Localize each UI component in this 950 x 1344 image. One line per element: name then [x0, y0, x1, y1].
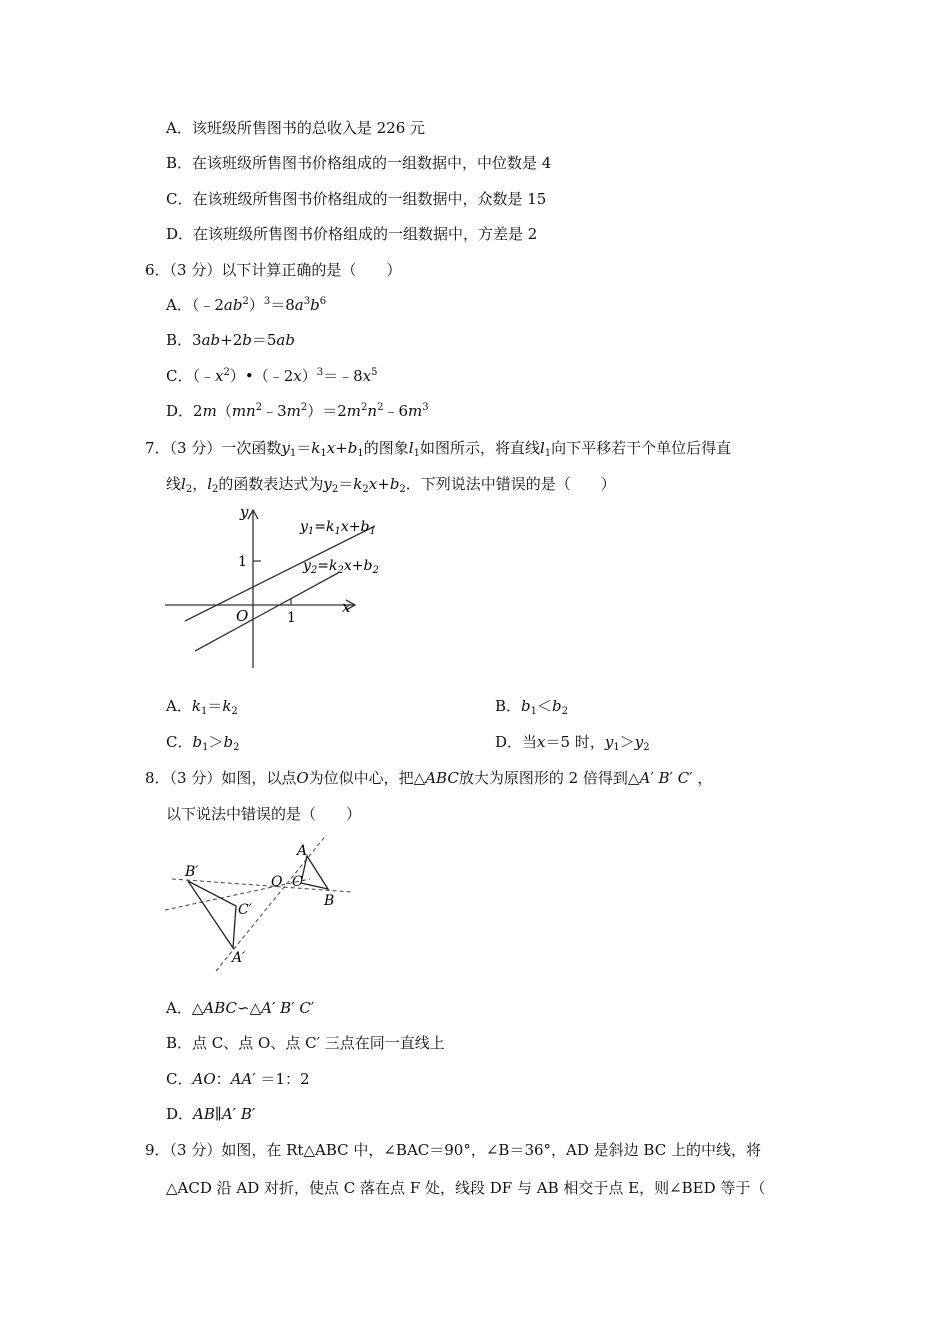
q7-stem-part: ．下列说法中错误的是（ ）: [405, 475, 616, 493]
q6-option-c: C．$(﹣x^2)•(﹣2x)^3=﹣8x^5$: [166, 367, 378, 385]
option-label: D．: [166, 1105, 194, 1123]
q7-stem-part: ，: [192, 475, 208, 493]
q8-option-a: A．△ABC∽△A′ B′ C′: [166, 999, 315, 1017]
q6-option-a: A．$(﹣2ab^2)^3=8a^3b^6$: [166, 296, 327, 314]
q8-stem-line1: 8．（3 分）如图，以点O为位似中心，把△ABC放大为原图形的 2 倍得到△A′ B′ C′ ，: [145, 769, 713, 787]
label-c-prime: C′: [238, 902, 252, 918]
q7-graph-figure: [160, 500, 390, 670]
option-label: C．: [166, 367, 193, 385]
q9-stem-line1: [145, 1140, 761, 1160]
label-c: C: [292, 874, 303, 890]
q7-option-d: D．当x＝5 时，$y_1>y_2$: [495, 733, 650, 753]
label-a-prime: A′: [232, 950, 246, 966]
option-label: C．: [166, 733, 193, 751]
q7-stem-part: 的函数表达式为: [218, 475, 324, 493]
option-label: B．: [495, 697, 522, 715]
q8-option-c: C．AO：AA′ ＝1：2: [166, 1070, 310, 1088]
q7-stem-part: 线: [166, 475, 182, 493]
line2-equation: $y_2=k_2x+b_2$: [303, 558, 379, 576]
label-a: A: [297, 843, 308, 859]
q6-number: 6．: [145, 261, 170, 279]
x-axis-label: x: [342, 598, 351, 616]
q8-similarity-figure: [160, 835, 370, 980]
q7-stem-part: 的图象: [363, 439, 409, 457]
q5-option-b: B．在该班级所售图书价格组成的一组数据中，中位数是 4: [166, 154, 552, 172]
q5-option-a: A．该班级所售图书的总收入是 226 元: [166, 119, 426, 137]
q6-option-d: D．$2m(mn^2﹣3m^2)=2m^2n^2﹣6m^3$: [166, 402, 429, 420]
q9-number: 9．: [145, 1141, 170, 1159]
dashed-line-bb: [172, 879, 352, 892]
q6-stem: [145, 260, 401, 280]
q7-stem-part: 向下平移若干个单位后得直: [551, 439, 732, 457]
origin-label: O: [236, 607, 249, 625]
q5-option-c: C．在该班级所售图书价格组成的一组数据中，众数是 15: [166, 190, 547, 208]
triangle-a-prime-b-prime-c-prime: [188, 881, 236, 948]
q8-option-d: D．AB∥A′ B′: [166, 1105, 256, 1123]
q8-option-b: [166, 1033, 445, 1053]
q7-option-a: A．$k_1=k_2$: [166, 697, 238, 717]
q7-stem-part: 如图所示，将直线: [419, 439, 540, 457]
q7-option-c: C．$b_1>b_2$: [166, 733, 240, 753]
option-label: B．: [166, 331, 193, 349]
option-label: A．: [166, 296, 192, 314]
q8-stem-part: （3 分）如图，以点: [169, 769, 297, 787]
option-label: D．: [495, 733, 523, 751]
line1-equation: $y_1=k_1x+b_1$: [300, 519, 376, 537]
q8-stem-part: 为位似中心，把△: [308, 769, 426, 787]
y-tick-label: 1: [238, 554, 247, 570]
q7-number: 7．: [145, 439, 170, 457]
label-b: B: [324, 893, 335, 909]
q9-stem-text: （3 分）如图，在 Rt△ABC 中，∠BAC＝90°，∠B＝36°，AD 是斜边 BC 上的中线，将: [169, 1141, 761, 1159]
label-o: O: [271, 874, 283, 890]
option-text: ＝5 时，: [545, 733, 605, 751]
q8-stem-part: 放大为原图形的 2 倍得到△: [458, 769, 640, 787]
line-l2: [195, 573, 338, 651]
option-label: D．: [166, 402, 194, 420]
q7-stem-line1: 7．（3 分）一次函数$y_1=k_1x+b_1$的图象$l_1$如图所示，将直线$l_1$向下平移若干个单位后得直: [145, 439, 732, 459]
option-label: A．: [166, 697, 192, 715]
q8-number: 8．: [145, 769, 170, 787]
q6-option-b: B．3ab+2b＝5ab: [166, 331, 295, 349]
option-text: 当: [522, 733, 538, 751]
option-label: B．: [166, 1034, 193, 1052]
q7-option-b: B．$b_1<b_2$: [495, 697, 569, 717]
option-label: A．: [166, 999, 192, 1017]
q8-stem-line2: 以下说法中错误的是（ ）: [166, 805, 362, 823]
q9-stem-line2: △ACD 沿 AD 对折，使点 C 落在点 F 处，线段 DF 与 AB 相交于点 E，则∠BED 等于（: [166, 1179, 766, 1197]
option-text: 点 C、点 O、点 C′ 三点在同一直线上: [192, 1034, 445, 1052]
q7-stem-line2: 线$l_2$，$l_2$的函数表达式为$y_2=k_2x+b_2$．下列说法中错误的是（ ）: [166, 475, 616, 495]
y-axis-label: y: [240, 503, 249, 521]
option-label: C．: [166, 1070, 193, 1088]
q5-option-d: D．在该班级所售图书价格组成的一组数据中，方差是 2: [166, 225, 538, 243]
x-tick-label: 1: [287, 610, 296, 626]
q7-stem-part: （3 分）一次函数: [169, 439, 282, 457]
label-b-prime: B′: [185, 864, 199, 880]
q6-stem-text: （3 分）以下计算正确的是（ ）: [169, 261, 402, 279]
